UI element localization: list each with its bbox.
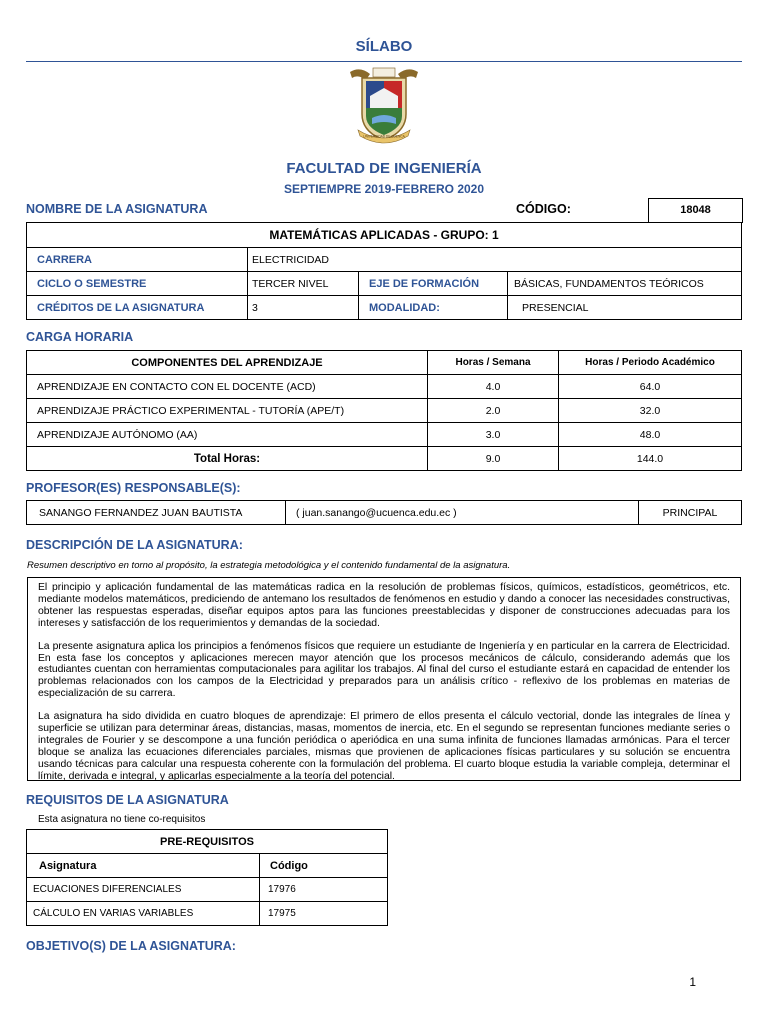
workload-period: 48.0 — [559, 423, 742, 447]
prerequisites-col-subject: Asignatura — [27, 854, 260, 878]
credits-label: CRÉDITOS DE LA ASIGNATURA — [27, 296, 248, 320]
prerequisite-subject: CÁLCULO EN VARIAS VARIABLES — [27, 902, 260, 926]
faculty-name: FACULTAD DE INGENIERÍA — [286, 160, 482, 177]
workload-component: APRENDIZAJE AUTÓNOMO (AA) — [27, 423, 428, 447]
table-row — [27, 399, 742, 423]
modality-value: PRESENCIAL — [508, 296, 742, 320]
professor-name: SANANGO FERNANDEZ JUAN BAUTISTA — [27, 501, 286, 525]
career-label: CARRERA — [27, 248, 248, 272]
table-row — [27, 375, 742, 399]
workload-total-period: 144.0 — [559, 447, 742, 471]
table-row — [27, 902, 388, 926]
prerequisites-table — [26, 829, 388, 926]
modality-label: MODALIDAD: — [359, 296, 508, 320]
axis-label: EJE DE FORMACIÓN — [359, 272, 508, 296]
axis-value: BÁSICAS, FUNDAMENTOS TEÓRICOS — [508, 272, 742, 296]
workload-header-component: COMPONENTES DEL APRENDIZAJE — [27, 351, 428, 375]
course-name-label: NOMBRE DE LA ASIGNATURA — [26, 202, 208, 216]
course-info-table — [26, 222, 742, 320]
workload-table — [26, 350, 742, 471]
career-value: ELECTRICIDAD — [248, 248, 742, 272]
requirements-section-title: REQUISITOS DE LA ASIGNATURA — [26, 793, 229, 807]
prerequisites-title: PRE-REQUISITOS — [27, 830, 388, 854]
workload-header-period: Horas / Periodo Académico — [559, 351, 742, 375]
workload-period: 64.0 — [559, 375, 742, 399]
semester-period: SEPTIEMPRE 2019-FEBRERO 2020 — [283, 182, 485, 196]
table-row — [27, 423, 742, 447]
table-row — [27, 501, 742, 525]
professors-table — [26, 500, 742, 525]
professor-role: PRINCIPAL — [639, 501, 742, 525]
course-code-value: 18048 — [648, 198, 743, 223]
description-subtitle: Resumen descriptivo en torno al propósito, la estrategia metodológica y el contenido fundamental de la asignatura. — [27, 560, 511, 571]
workload-section-title: CARGA HORARIA — [26, 330, 134, 344]
prerequisite-code: 17975 — [260, 902, 388, 926]
page-number: 1 — [689, 975, 696, 989]
credits-value: 3 — [248, 296, 359, 320]
description-box — [27, 577, 741, 781]
prerequisites-col-code: Código — [260, 854, 388, 878]
professor-email: ( juan.sanango@ucuenca.edu.ec ) — [286, 501, 639, 525]
prerequisite-subject: ECUACIONES DIFERENCIALES — [27, 878, 260, 902]
workload-period: 32.0 — [559, 399, 742, 423]
description-paragraph: El principio y aplicación fundamental de las matemáticas radica en la resolución de problemas físicos, químicos, estadísticos, geométricos, etc. mediante modelos matemáticos, prediciendo de antemano los resultados de fenómenos en estudio y dando a conocer las necesidades constructivas, obtener las respuestas esperadas, diseñar equipos aptos para las funciones preestablecidas y disponer de construcciones adecuadas para los intereses y satisfacción de los requerimientos y demandas de la sociedad. — [38, 582, 730, 629]
description-section-title: DESCRIPCIÓN DE LA ASIGNATURA: — [26, 538, 243, 552]
workload-header-week: Horas / Semana — [428, 351, 559, 375]
university-crest-logo — [346, 66, 422, 148]
cycle-value: TERCER NIVEL — [248, 272, 359, 296]
course-code-label: CÓDIGO: — [516, 202, 571, 216]
description-paragraph: La presente asignatura aplica los principios a fenómenos físicos que requiere un estudiante de Ingeniería y en particular en la carrera de Electricidad. En esta fase los conceptos y aplicaciones merecen mayor atención que los procesos mecánicos de cálculo, considerando además que los estudiantes cuentan con herramientas computacionales para agilitar los trabajos. Al final del curso el estudiante estará en capacidad de entender los problemas relacionados con los campos de la Electricidad y preparados para un análisis crítico - reflexivo de los problemas en materias de especialización de su carrera. — [38, 640, 730, 700]
workload-week: 4.0 — [428, 375, 559, 399]
prerequisite-code: 17976 — [260, 878, 388, 902]
crest-motto-text: UNIVERSIDAD DE CUENCA — [363, 134, 405, 139]
document-title: SÍLABO — [355, 38, 413, 55]
workload-component: APRENDIZAJE EN CONTACTO CON EL DOCENTE (ACD) — [27, 375, 428, 399]
course-title: MATEMÁTICAS APLICADAS - GRUPO: 1 — [27, 223, 742, 248]
table-row — [27, 878, 388, 902]
description-paragraph: La asignatura ha sido dividida en cuatro bloques de aprendizaje: El primero de ellos presenta el cálculo vectorial, donde las integrales de línea y superficie se utilizan para determinar áreas, distancias, masas, momentos de inercia, etc. En el segundo se representan funciones mediante series o integrales de Fourier y se descompone a una función periódica o aperiódica en una suma infinita de funciones llamadas armónicas. Para el tercer bloque se analiza las ecuaciones diferenciales parciales, mismas que provienen de aplicaciones físicas particulares y su solución se encuentra usando técnicas para calcular una respuesta coherente con la formulación del problema. El cuarto bloque estudia la variable compleja, determinar el límite, derivada e integral, y aplicarlas especialmente a la teoría del potencial. — [38, 711, 730, 782]
cycle-label: CICLO O SEMESTRE — [27, 272, 248, 296]
title-divider — [26, 61, 742, 62]
workload-week: 3.0 — [428, 423, 559, 447]
workload-component: APRENDIZAJE PRÁCTICO EXPERIMENTAL - TUTORÍA (APE/T) — [27, 399, 428, 423]
workload-total-week: 9.0 — [428, 447, 559, 471]
corequisites-note: Esta asignatura no tiene co-requisitos — [38, 814, 206, 825]
workload-total-label: Total Horas: — [27, 447, 428, 471]
objectives-section-title: OBJETIVO(S) DE LA ASIGNATURA: — [26, 939, 236, 953]
professors-section-title: PROFESOR(ES) RESPONSABLE(S): — [26, 481, 241, 495]
workload-week: 2.0 — [428, 399, 559, 423]
